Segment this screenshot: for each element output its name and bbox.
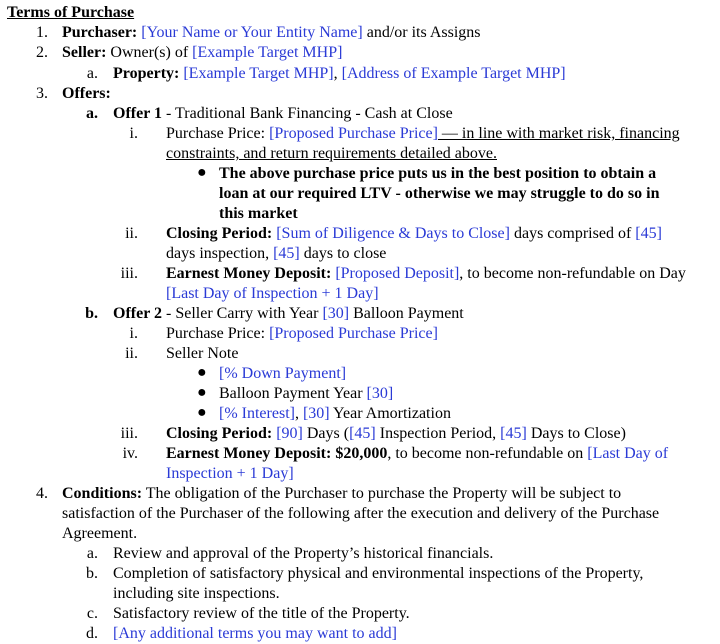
- ltv-note-line3: this market: [219, 205, 298, 222]
- purchaser-line: [62, 23, 481, 43]
- conditions-line3: Agreement.: [62, 525, 138, 542]
- price-placeholder: [Proposed Purchase Price]: [269, 125, 438, 142]
- offer-letter: a.: [86, 105, 98, 122]
- closing-text: Inspection Period,: [375, 425, 501, 442]
- price-note-cont: constraints, and return requirements detailed above.: [166, 145, 497, 162]
- days-to-close-placeholder: [45]: [500, 425, 527, 442]
- condition-a: Review and approval of the Property’s historical financials.: [113, 545, 494, 562]
- seller-text: Owner(s) of: [106, 44, 193, 61]
- conditions-label: Conditions:: [62, 485, 143, 502]
- interest-placeholder: [% Interest]: [219, 405, 295, 422]
- year-placeholder: [30]: [322, 305, 350, 322]
- roman-numeral: iii.: [120, 425, 138, 442]
- seller-note-label: Seller Note: [166, 345, 239, 362]
- condition-d-placeholder: [Any additional terms you may want to add]: [113, 625, 397, 642]
- offers-label: Offers:: [62, 85, 111, 102]
- seller-line: [62, 43, 342, 63]
- closing-label: Closing Period:: [166, 425, 273, 442]
- seller-placeholder: [Example Target MHP]: [192, 44, 343, 61]
- down-payment-placeholder: [% Down Payment]: [219, 365, 347, 382]
- offer1-line: [113, 104, 453, 124]
- closing-text: days to close: [299, 245, 387, 262]
- closing-text: days comprised of: [509, 225, 636, 242]
- offer1-text: - Traditional Bank Financing - Cash at Close: [162, 105, 453, 122]
- amortization-placeholder: [30]: [302, 405, 330, 422]
- offer2-text: Balloon Payment: [349, 305, 464, 322]
- price-note: — in line with market risk, financing: [437, 125, 680, 142]
- item-letter: d.: [86, 625, 98, 642]
- item-number: 4.: [36, 485, 48, 502]
- offer2-label: Offer 2: [113, 305, 163, 322]
- purchaser-label: Purchaser:: [62, 24, 138, 41]
- offer2-closing-line: [166, 424, 626, 444]
- ltv-note-line2: loan at our required LTV - otherwise we may struggle to do so in: [219, 185, 660, 202]
- property-placeholder: [Example Target MHP]: [183, 65, 334, 82]
- interest-line: [219, 404, 451, 424]
- address-placeholder: [Address of Example Target MHP]: [341, 65, 566, 82]
- item-number: 2.: [36, 44, 48, 61]
- amortization-text: Year Amortization: [329, 405, 451, 422]
- inspection-day-placeholder: [Last Day of Inspection + 1 Day]: [166, 285, 379, 302]
- item-letter: c.: [86, 605, 98, 622]
- closing-text: Days to Close): [526, 425, 626, 442]
- offer2-line: [113, 304, 464, 324]
- purchaser-placeholder: [Your Name or Your Entity Name]: [141, 24, 363, 41]
- inspection-days-placeholder: [45]: [635, 225, 662, 242]
- earnest-label: Earnest Money Deposit:: [166, 265, 332, 282]
- earnest-text: , to become non-refundable on: [387, 445, 588, 462]
- deposit-placeholder: [Proposed Deposit]: [335, 265, 460, 282]
- document-title: Terms of Purchase: [7, 4, 135, 21]
- conditions-line1: [62, 484, 621, 504]
- ltv-note-line1: The above purchase price puts us in the best position to obtain a: [219, 165, 657, 182]
- earnest-money-line: [166, 264, 686, 284]
- earnest-amount: $20,000: [331, 445, 388, 462]
- days-placeholder: [90]: [276, 425, 303, 442]
- bullet-icon: ●: [197, 404, 207, 421]
- condition-b-line2: including site inspections.: [113, 585, 280, 602]
- offer2-price-line: [166, 324, 438, 344]
- closing-period-line: [166, 224, 662, 244]
- closing-period-line2: [166, 244, 386, 264]
- inspection-period-placeholder: [45]: [349, 425, 376, 442]
- price-label: Purchase Price:: [166, 125, 270, 142]
- close-days-placeholder: [45]: [273, 245, 300, 262]
- offer1-label: Offer 1: [113, 105, 163, 122]
- seller-label: Seller:: [62, 44, 107, 61]
- bullet-icon: ●: [197, 364, 207, 381]
- purchaser-text: and/or its Assigns: [362, 24, 481, 41]
- item-number: 1.: [36, 24, 48, 41]
- conditions-line2: satisfaction of the Purchaser of the following after the execution and delivery of the Purchase: [62, 505, 660, 522]
- price-placeholder: [Proposed Purchase Price]: [269, 325, 438, 342]
- roman-numeral: i.: [129, 325, 138, 342]
- item-letter: a.: [86, 545, 98, 562]
- earnest-label: Earnest Money Deposit:: [166, 445, 332, 462]
- roman-numeral: ii.: [125, 225, 138, 242]
- roman-numeral: i.: [129, 125, 138, 142]
- bullet-icon: ●: [197, 164, 207, 181]
- condition-b-line1: Completion of satisfactory physical and environmental inspections of the Property,: [113, 565, 644, 582]
- item-letter: b.: [86, 565, 98, 582]
- closing-text: Days (: [302, 425, 350, 442]
- earnest-text: , to become non-refundable on Day: [459, 265, 686, 282]
- last-day-placeholder-cont: Inspection + 1 Day]: [166, 465, 294, 482]
- property-line: [113, 64, 566, 84]
- offer2-text: - Seller Carry with Year: [162, 305, 323, 322]
- roman-numeral: iv.: [122, 445, 138, 462]
- separator: ,: [333, 65, 342, 82]
- item-letter: a.: [86, 65, 98, 82]
- last-day-placeholder: [Last Day of: [587, 445, 669, 462]
- closing-text: days inspection,: [166, 245, 274, 262]
- property-label: Property:: [113, 65, 180, 82]
- roman-numeral: iii.: [120, 265, 138, 282]
- roman-numeral: ii.: [125, 345, 138, 362]
- offer2-earnest-line: [166, 444, 668, 464]
- balloon-year-line: [219, 384, 393, 404]
- conditions-text: The obligation of the Purchaser to purchase the Property will be subject to: [142, 485, 622, 502]
- closing-placeholder: [Sum of Diligence & Days to Close]: [276, 225, 510, 242]
- item-number: 3.: [36, 85, 48, 102]
- bullet-icon: ●: [197, 384, 207, 401]
- condition-c: Satisfactory review of the title of the Property.: [113, 605, 410, 622]
- separator: ,: [294, 405, 303, 422]
- offer1-price-line: [166, 124, 680, 144]
- balloon-year-placeholder: [30]: [366, 385, 394, 402]
- price-label: Purchase Price:: [166, 325, 270, 342]
- balloon-text: Balloon Payment Year: [219, 385, 367, 402]
- offer-letter: b.: [85, 305, 98, 322]
- closing-label: Closing Period:: [166, 225, 273, 242]
